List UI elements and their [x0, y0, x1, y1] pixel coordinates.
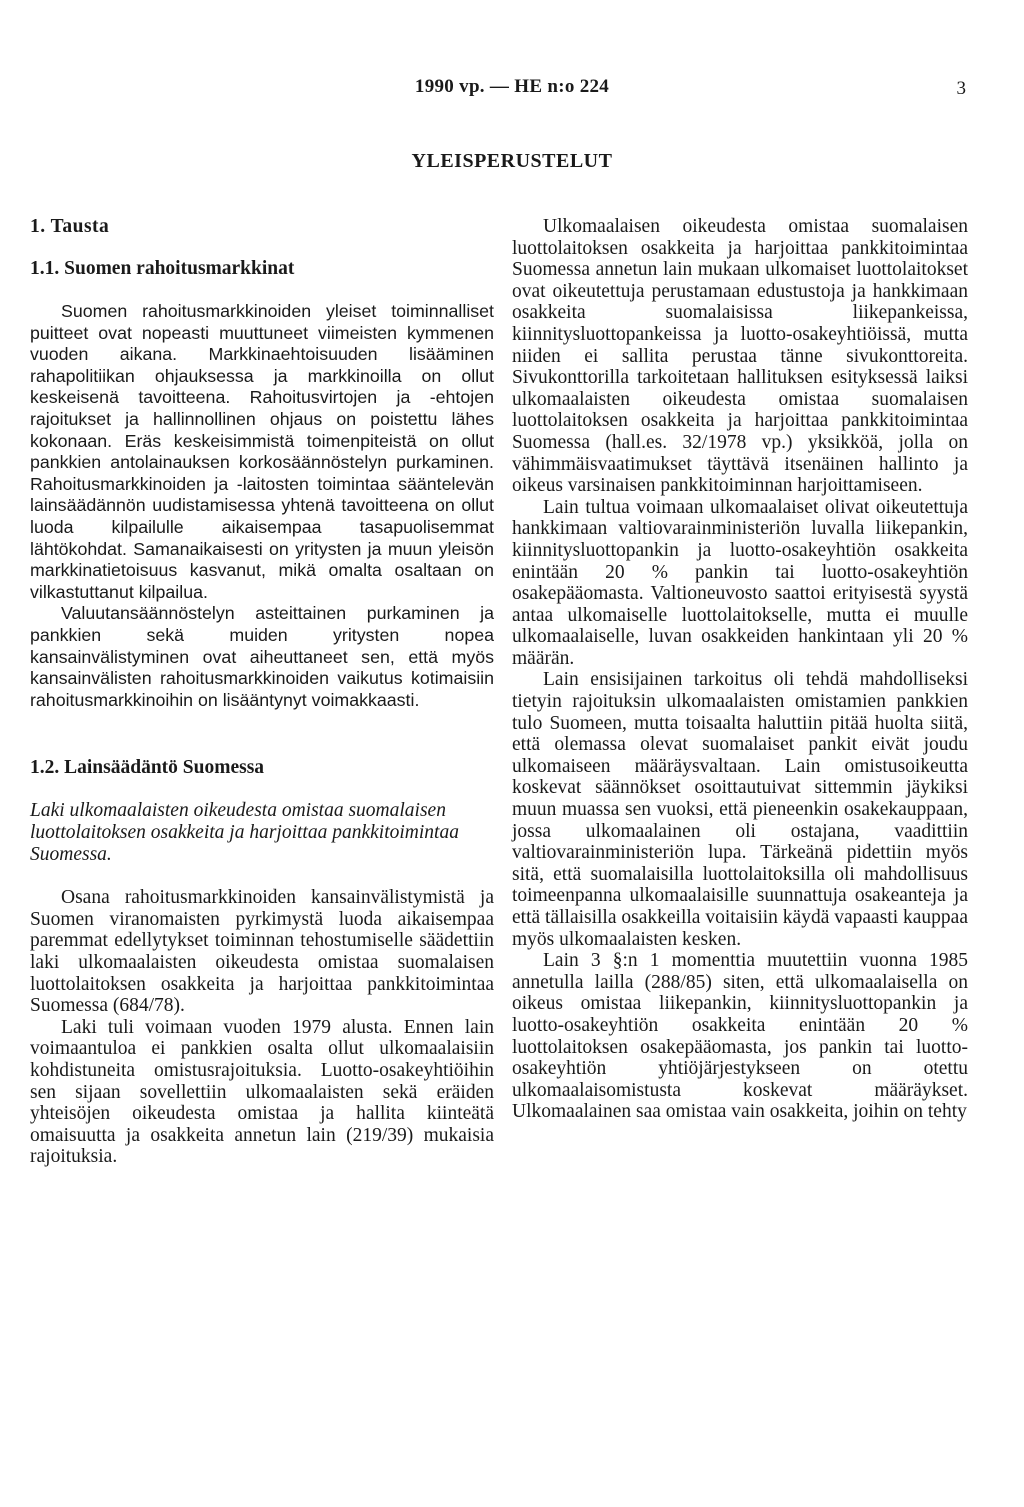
section-heading-lainsaadanto: 1.2. Lainsäädäntö Suomessa	[30, 757, 265, 779]
paragraph: Osana rahoitusmarkkinoiden kansainvälistymistä ja Suomen viranomaisten pyrkimystä luoda aikaisempaa paremmat edellytykset toiminnan tehostumiselle säädettiin laki ulkomaalaisten oikeudesta omistaa suomalaisen luottolaitoksen osakkeita ja harjoittaa pankkitoimintaa Suomessa (684/78).	[30, 887, 494, 1017]
page-header	[0, 76, 1024, 106]
section-heading-rahoitusmarkkinat: 1.1. Suomen rahoitusmarkkinat	[30, 258, 295, 279]
paragraph: Valuutansäännöstelyn asteittainen purkaminen ja pankkien sekä muiden yritysten nopea kansainvälistyminen ovat aiheuttaneet sen, että myös kansainvälisten rahoitusmarkkinoiden vaikutus kotimaisiin rahoitusmarkkinoihin on lisääntynyt voimakkaasti.	[30, 603, 494, 710]
paragraph: Lain tultua voimaan ulkomaalaiset olivat oikeutettuja hankkimaan valtiovarainministeriön luvalla liikepankin, kiinnitysluottopankin ja luotto-osakeyhtiön osakkeita enintään 20 % pankin tai luotto-osakeyhtiön osakepääomasta. Valtioneuvosto saattoi erityisestä syystä antaa ulkomaiselle luottolaitokselle, mutta ei muulle ulkomaalaiselle, luvan osakkeiden hankintaan yli 20 % määrän.	[512, 496, 968, 669]
paragraph: Lain ensisijainen tarkoitus oli tehdä mahdolliseksi tietyin rajoituksin ulkomaalaisten omistamien pankkien tulo Suomeen, mutta toisaalta haluttiin pitää huolta siitä, että olemassa olevat suomalaiset pankit eivät joudu ulkomaiseen määräysvaltaan. Lain omistusoikeutta koskevat säännökset osoittautuivat sittemmin jäykiksi muun muassa sen vuoksi, että pieneenkin osakekauppaan, jossa ulkomaalainen oli ostajana, vaadittiin valtiovarainministeriön lupa. Tärkeänä pidettiin myös sitä, että suomalaisilla luottolaitoksilla oli mahdollisuus toimeenpanna ulkomaalaisille suunnattuja osakeanteja ja että tällaisilla osakkeilla voitaisiin käydä vapaasti kauppaa myös ulkomaalaisten kesken.	[512, 669, 968, 950]
left-column	[30, 216, 494, 1168]
paragraph: Lain 3 §:n 1 momenttia muutettiin vuonna 1985 annetulla lailla (288/85) siten, että ulkomaalaisella on oikeus omistaa liikepankin, kiinnitysluottopankin ja luotto-osakeyhtiön osakkeita enintään 20 % luottolaitoksen osakepääomasta, jos pankin tai luotto-osakeyhtiön yhtiöjärjestykseen on otettu ulkomaalaisomistusta koskevat määräykset. Ulkomaalainen saa omistaa vain osakkeita, joihin on tehty	[512, 950, 968, 1123]
law-title: Laki ulkomaalaisten oikeudesta omistaa suomalaisen luottolaitoksen osakkeita ja harjoittaa pankkitoimintaa Suomessa.	[30, 800, 459, 866]
right-column	[512, 216, 968, 1123]
page-number: 3	[956, 78, 966, 99]
running-head: 1990 vp. — HE n:o 224	[414, 76, 610, 97]
section-heading-tausta: 1. Tausta	[30, 216, 110, 237]
paragraph: Ulkomaalaisen oikeudesta omistaa suomalaisen luottolaitoksen osakkeita ja harjoittaa pankkitoimintaa Suomessa annetun lain mukaan ulkomaiset luottolaitokset ovat oikeutettuja perustamaan edustustoja ja hankkimaan osakkeita suomalaisissa liikepankeissa, kiinnitysluottopankeissa ja luotto-osakeyhtiöissä, mutta niiden ei sallita perustaa tänne sivukonttoreita. Sivukonttorilla tarkoitetaan hallituksen esityksessä laiksi ulkomaalaisten oikeudesta omistaa suomalaisen luottolaitoksen osakkeita ja harjoittaa pankkitoimintaa Suomessa (hall.es. 32/1978 vp.) yksikköä, jolla on vähimmäisvaatimukset täyttävä itsenäinen hallinto ja oikeus varsinaisen pankkitoiminnan harjoittamiseen.	[512, 216, 968, 497]
page-title: YLEISPERUSTELUT	[411, 150, 613, 172]
paragraph: Laki tuli voimaan vuoden 1979 alusta. Ennen lain voimaantuloa ei pankkien osalta ollut ulkomaalaisiin kohdistuneita omistusrajoituksia. Luotto-osakeyhtiöihin sen sijaan sovellettiin ulkomaalaisten sekä eräiden yhteisöjen oikeudesta omistaa ja hallita kiinteätä omaisuutta ja osakkeita annetun lain (219/39) mukaisia rajoituksia.	[30, 1016, 494, 1168]
paragraph: Suomen rahoitusmarkkinoiden yleiset toiminnalliset puitteet ovat nopeasti muuttuneet viimeisten kymmenen vuoden aikana. Markkinaehtoisuuden lisääminen rahapolitiikan ohjauksessa ja markkinoilla on ollut keskeisenä tavoitteena. Rahoitusvirtojen ja -ehtojen rajoitukset ja hallinnollinen ohjaus on poistettu lähes kokonaan. Eräs keskeisimmistä toimenpiteistä on ollut pankkien antolainauksen korkosäännöstelyn purkaminen. Rahoitusmarkkinoiden ja -laitosten toimintaa sääntelevän lainsäädännön uudistamisessa yhtenä tavoitteena on ollut luoda kilpailulle aikaisempaa tasapuolisemmat lähtökohdat. Samanaikaisesti on yritysten ja muun yleisön markkinatietoisuus kasvanut, mikä omalta osaltaan on vilkastuttanut kilpailua.	[30, 301, 494, 602]
